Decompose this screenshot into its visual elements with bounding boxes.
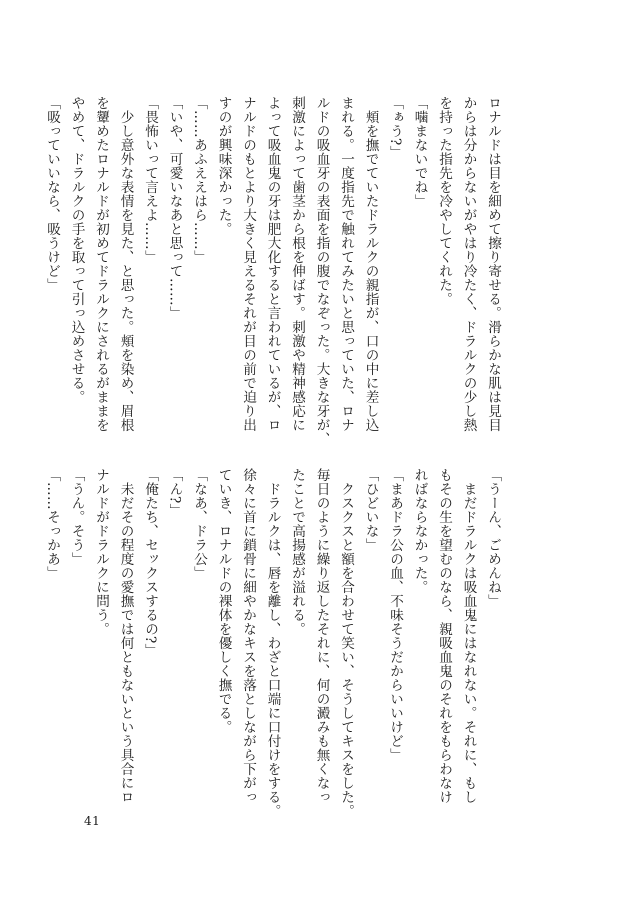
text-line: もその生を望むのなら、親吸血鬼のそれをもらわなけ (436, 468, 452, 804)
dialogue-line: 「俺たち、セックスするの?」 (142, 468, 158, 658)
dialogue-line: 「吸っていいなら、吸うけど」 (44, 96, 60, 292)
text-line: 少し意外な表情を見た、と思った。頬を染め、眉根 (117, 96, 134, 432)
text-line: 頬を撫でていたドラルクの親指が、口の中に差し込 (362, 96, 379, 432)
text-line: ていき、ロナルドの裸体を優しく撫でる。 (215, 468, 232, 734)
lower-text-block (40, 468, 506, 818)
text-line: ドラルクは、唇を離し、わざと口端に口付けをする。 (264, 468, 281, 818)
text-line: 徐々に首に鎖骨に細やかなキスを落としながら下がっ (240, 468, 256, 804)
text-line: たことで高揚感が溢れる。 (289, 468, 305, 636)
text-line: 未だその程度の愛撫では何ともないという具合にロ (117, 468, 134, 804)
dialogue-line: 「……そっかあ」 (44, 468, 60, 580)
text-line: やめて、ドラルクの手を取って引っ込めさせる。 (68, 96, 85, 404)
dialogue-line: 「ん?」 (166, 468, 183, 518)
text-line: ればならなかった。 (411, 468, 428, 594)
dialogue-line: 「いや、可愛いなあと思って……」 (166, 96, 183, 320)
text-line: 毎日のように繰り返したそれに、何の澱みも無くなっ (313, 468, 330, 804)
text-line: すのが興味深かった。 (215, 96, 232, 236)
text-line: よって吸血鬼の牙は肥大化すると言われているが、ロ (264, 96, 281, 432)
text-line: ルドの吸血牙の表面を指の腹でなぞった。大きな牙が、 (313, 96, 330, 446)
text-line: 刺激によって歯茎から根を伸ばす。刺激や精神感応に (289, 96, 305, 432)
upper-text-block (40, 96, 506, 446)
text-line: ロナルドは目を細めて擦り寄せる。滑らかな肌は見目 (485, 96, 501, 432)
dialogue-line: 「畏怖いって言えよ……」 (142, 96, 158, 264)
text-line: を顰めたロナルドが初めてドラルクにされるがままを (93, 96, 109, 432)
text-line: からは分からないがやはり冷たく、ドラルクの少し熱 (460, 96, 477, 432)
text-line: まだドラルクは吸血鬼にはなれない。それに、もし (460, 468, 477, 804)
text-line: ナルドがドラルクに問う。 (93, 468, 109, 636)
dialogue-line: 「なあ、ドラ公」 (191, 468, 207, 580)
text-line: クスクスと額を合わせて笑い、そうしてキスをした。 (338, 468, 354, 818)
page-number: 41 (84, 814, 101, 828)
dialogue-line: 「……あふええはら……」 (191, 96, 207, 264)
text-line: ナルドのもとより大きく見えるそれが目の前で迫り出 (240, 96, 256, 432)
dialogue-line: 「うーん、ごめんね」 (485, 468, 501, 608)
dialogue-line: 「ぁう?」 (387, 96, 403, 160)
text-line: を持った指先を冷やしてくれた。 (436, 96, 452, 306)
dialogue-line: 「うん。そう」 (68, 468, 85, 566)
text-line: まれる。一度指先で触れてみたいと思っていた、ロナ (338, 96, 354, 432)
dialogue-line: 「まあドラ公の血、不味そうだからいいけど」 (387, 468, 403, 762)
dialogue-line: 「ひどいな」 (362, 468, 379, 552)
dialogue-line: 「噛まないでね」 (411, 96, 428, 208)
